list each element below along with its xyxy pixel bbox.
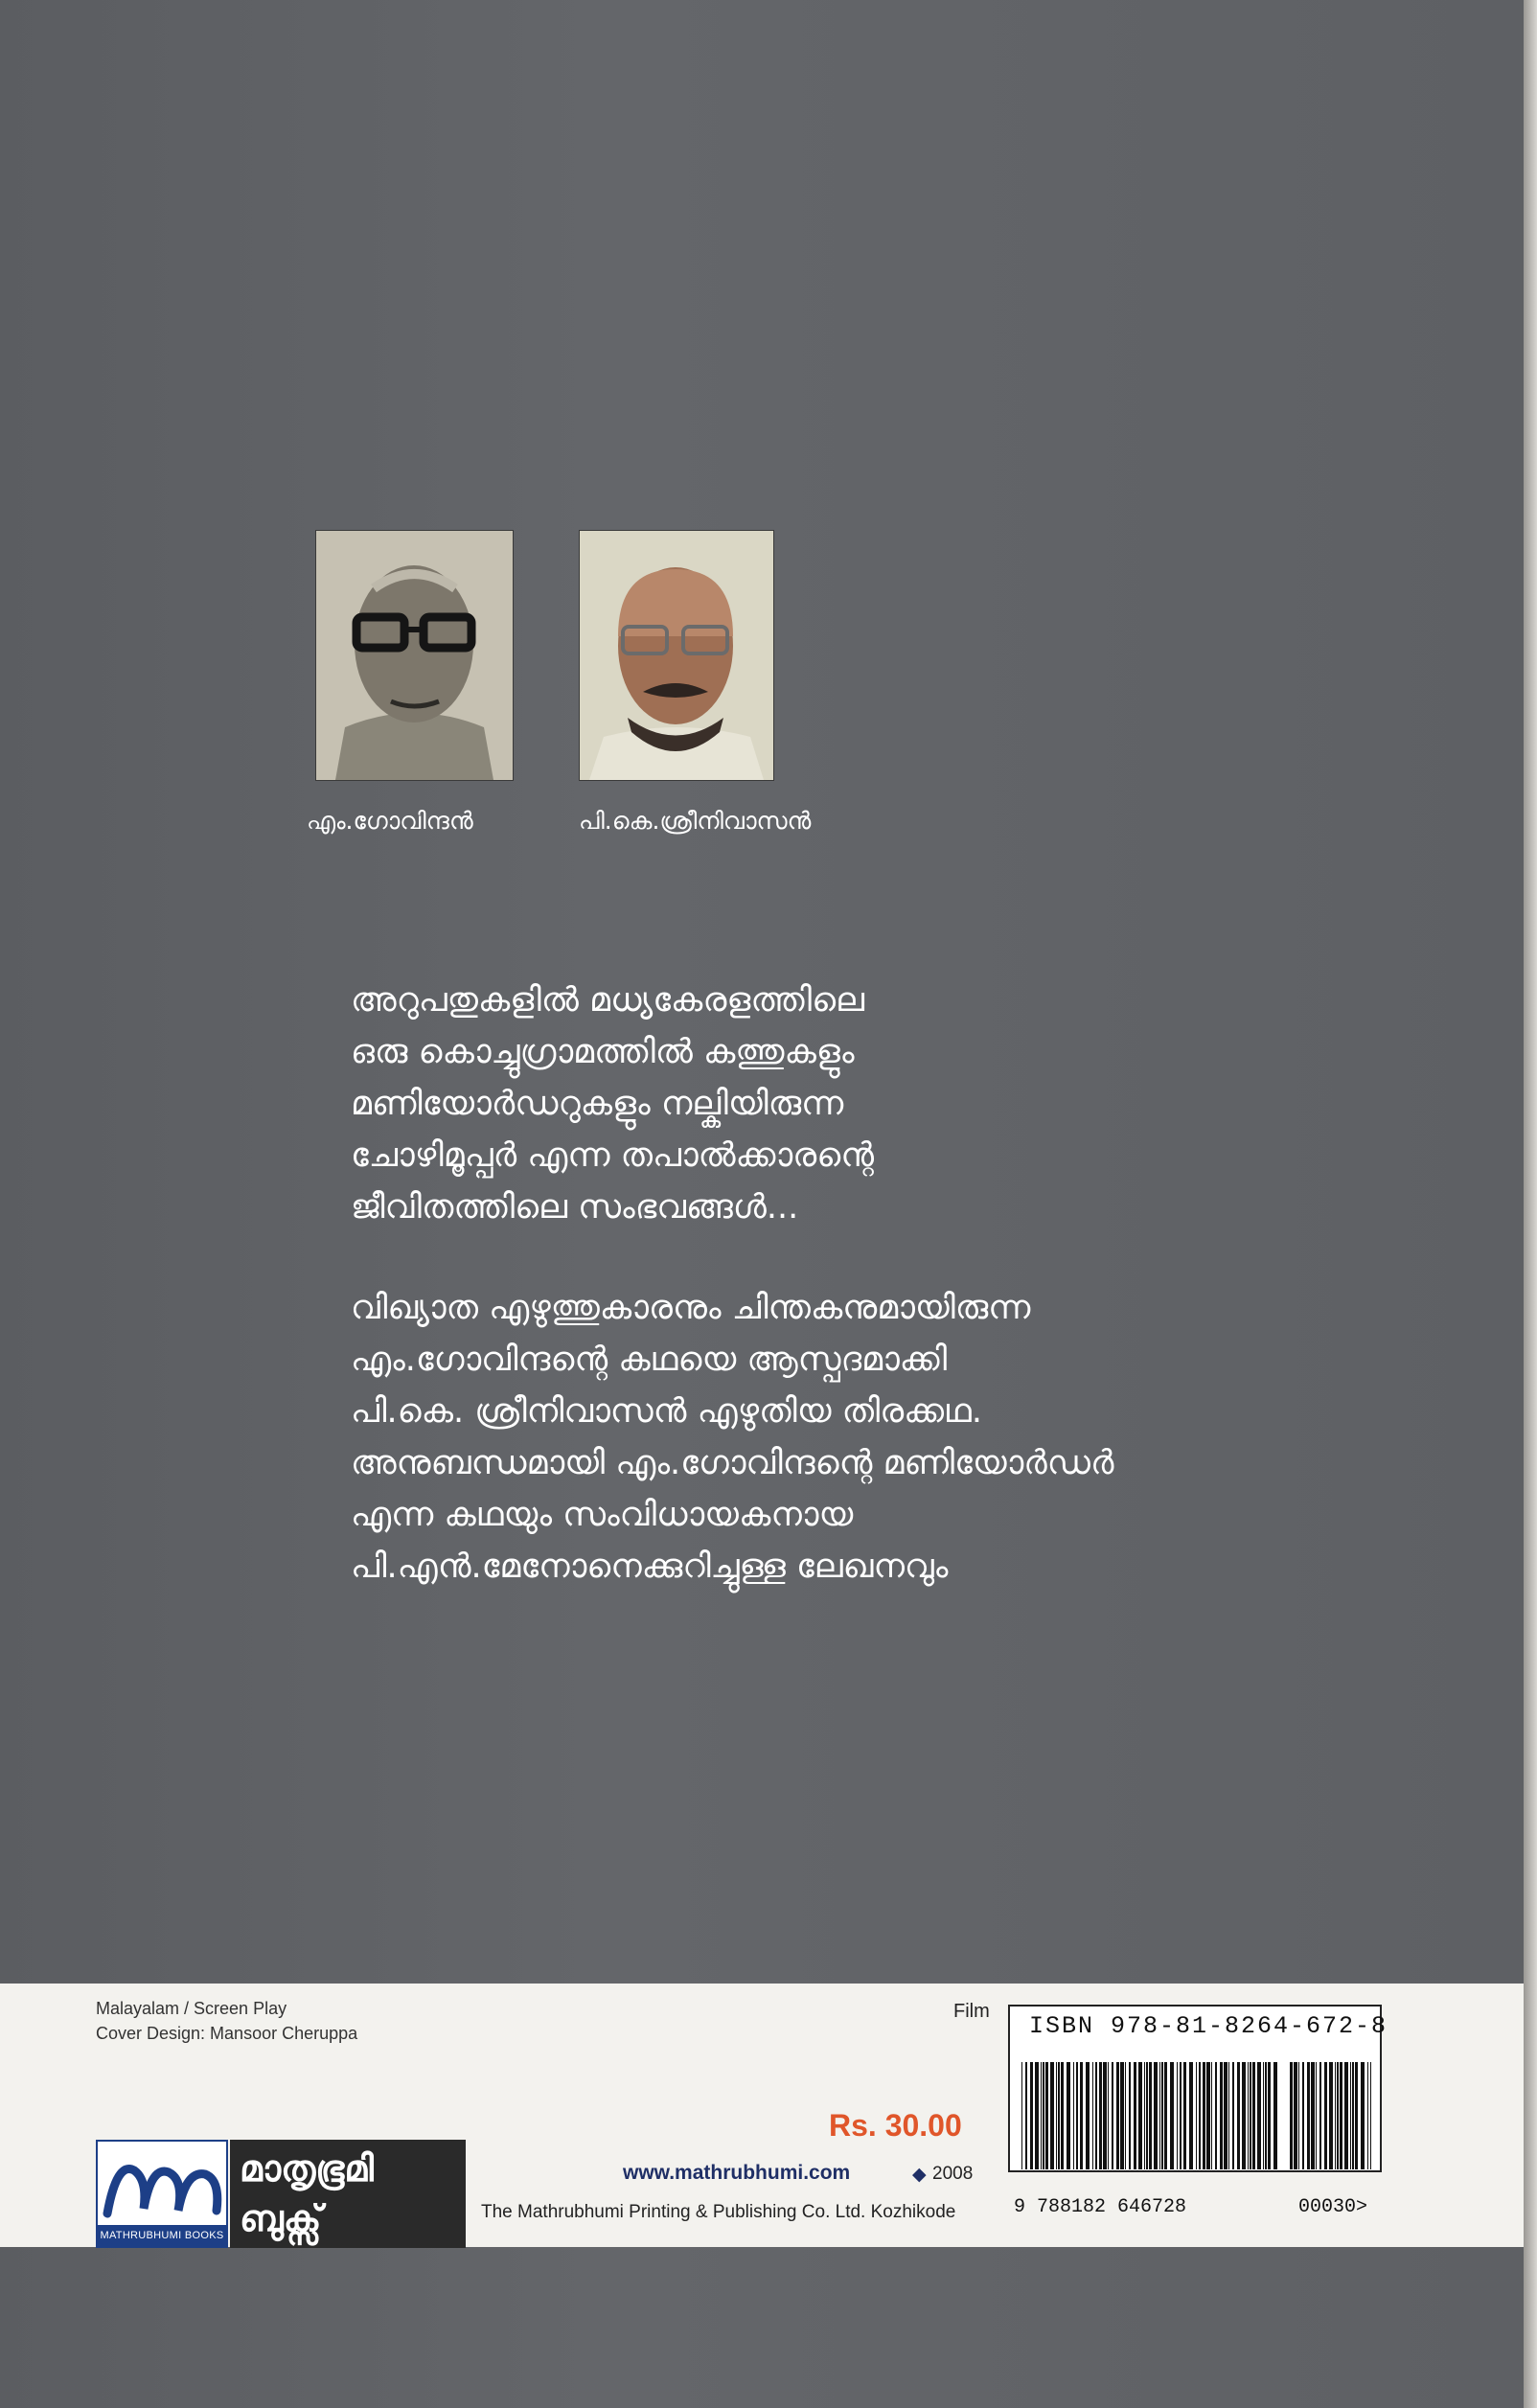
addon-barcode-icon [1290,2062,1371,2169]
description-line: എന്ന കഥയും സംവിധായകനായ [351,1496,854,1534]
logo-strip-text: MATHRUBHUMI BOOKS [98,2225,226,2246]
m-wave-icon [98,2142,226,2223]
logo-text-line-2: ബുക്സ് [240,2197,322,2239]
diamond-separator-icon: ◆ [912,2164,927,2185]
synopsis-paragraph [351,975,1213,1233]
description-line: അനുബന്ധമായി എം.ഗോവിന്ദന്റെ മണിയോർഡർ [351,1444,1114,1482]
website-link: www.mathrubhumi.com [623,2162,851,2184]
isbn-number: ISBN 978-81-8264-672-8 [1029,2012,1388,2040]
barcode-digits: 9 788182 646728 [1014,2196,1187,2218]
author-photo-sreenivasan [579,530,774,781]
author-caption-govindan: എം.ഗോവിന്ദൻ [307,807,473,835]
author-photo-govindan [315,530,514,781]
synopsis-line: ചോഴിമൂപ്പർ എന്ന തപാൽക്കാരന്റെ [351,1136,874,1175]
synopsis-line: ജീവിതത്തിലെ സംഭവങ്ങൾ... [351,1188,799,1227]
barcode-panel [1008,2005,1388,2172]
publisher-name: The Mathrubhumi Printing & Publishing Co. Ltd. Kozhikode [481,2202,956,2222]
synopsis-line: മണിയോർഡറുകളും നല്കിയിരുന്ന [351,1085,844,1123]
description-line: പി.എൻ.മേനോനെക്കുറിച്ചുള്ള ലേഖനവും [351,1548,949,1586]
publisher-logo-mark [96,2140,228,2248]
logo-text-line-1: മാതൃഭൂമി [240,2147,374,2190]
description-paragraph [351,1282,1213,1593]
addon-digits: 00030> [1298,2196,1368,2218]
synopsis-line: ഒരു കൊച്ചുഗ്രാമത്തിൽ കത്തുകളും [351,1033,855,1071]
publication-year: 2008 [932,2164,974,2184]
genre-label: Film [953,2001,990,2022]
footer-panel [0,1984,1524,2247]
book-edge [1524,0,1537,2408]
author-caption-sreenivasan: പി.കെ.ശ്രീനിവാസൻ [579,807,812,835]
description-line: എം.ഗോവിന്ദന്റെ കഥയെ ആസ്പദമാക്കി [351,1341,948,1379]
book-category: Malayalam / Screen Play [96,1999,287,2018]
barcode-icon [1021,2062,1280,2169]
description-line: വിഖ്യാത എഴുത്തുകാരനും ചിന്തകനുമായിരുന്ന [351,1289,1031,1327]
price-label: Rs. 30.00 [829,2108,962,2143]
cover-design-credit: Cover Design: Mansoor Cheruppa [96,2024,358,2043]
publisher-logo-text [230,2140,466,2248]
description-line: പി.കെ. ശ്രീനിവാസൻ എഴുതിയ തിരക്കഥ. [351,1392,982,1431]
synopsis-line: അറുപതുകളിൽ മധ്യകേരളത്തിലെ [351,981,865,1020]
